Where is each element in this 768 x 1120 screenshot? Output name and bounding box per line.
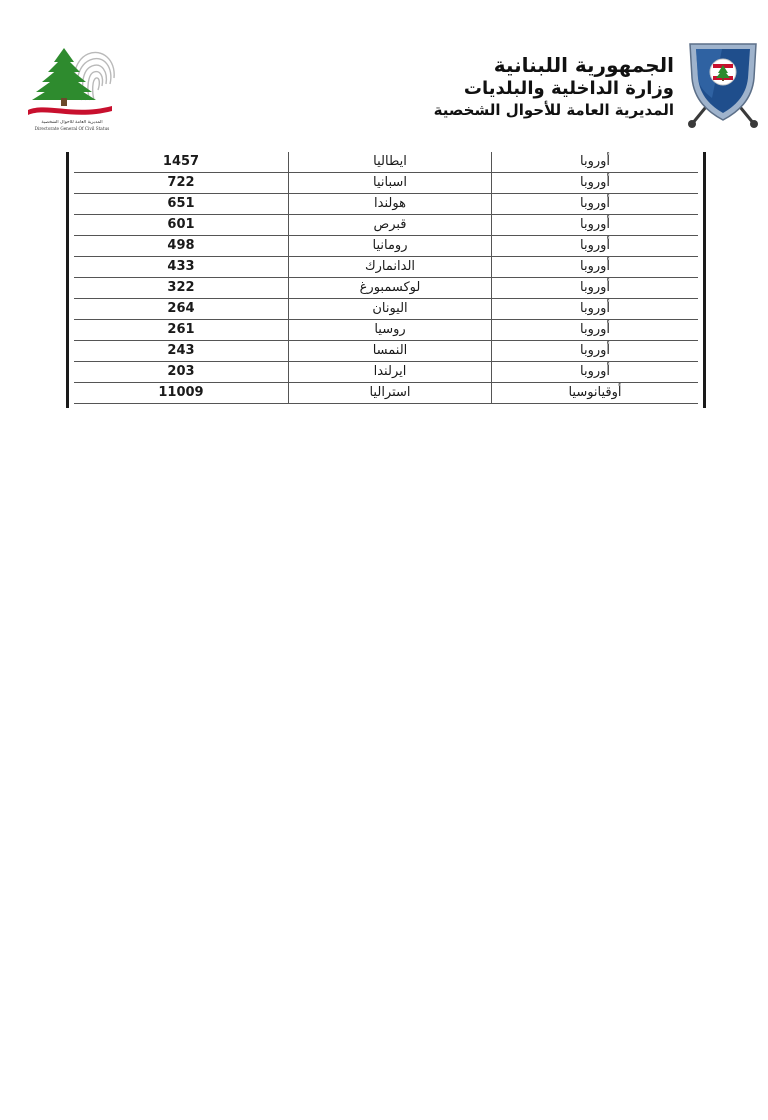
count-cell: 498 xyxy=(74,236,289,257)
country-cell: الدانمارك xyxy=(289,257,492,278)
logo-caption-english: Directorate General Of Civil Status xyxy=(34,126,110,131)
count-cell: 722 xyxy=(74,173,289,194)
table-row xyxy=(74,341,698,362)
country-cell: النمسا xyxy=(289,341,492,362)
count-cell: 11009 xyxy=(74,383,289,404)
shield-cedar-emblem-icon xyxy=(682,38,764,132)
region-cell: أوروبا xyxy=(492,152,699,173)
country-cell: هولندا xyxy=(289,194,492,215)
title-republic: الجمهورية اللبنانية xyxy=(493,53,674,77)
region-cell: أوروبا xyxy=(492,194,699,215)
country-cell: ايرلندا xyxy=(289,362,492,383)
title-ministry: وزارة الداخلية والبلديات xyxy=(463,78,674,99)
country-cell: روسيا xyxy=(289,320,492,341)
region-cell: أوقيانوسيا xyxy=(492,383,699,404)
region-cell: أوروبا xyxy=(492,278,699,299)
count-cell: 601 xyxy=(74,215,289,236)
table-row xyxy=(74,278,698,299)
table-row xyxy=(74,299,698,320)
statistics-table-body xyxy=(74,152,698,404)
country-cell: اسبانيا xyxy=(289,173,492,194)
count-cell: 243 xyxy=(74,341,289,362)
country-cell: قبرص xyxy=(289,215,492,236)
count-cell: 264 xyxy=(74,299,289,320)
table-row xyxy=(74,257,698,278)
country-cell: ايطاليا xyxy=(289,152,492,173)
region-cell: أوروبا xyxy=(492,362,699,383)
country-cell: استراليا xyxy=(289,383,492,404)
title-directorate: المديرية العامة للأحوال الشخصية xyxy=(433,101,674,119)
region-cell: أوروبا xyxy=(492,236,699,257)
statistics-table xyxy=(74,152,698,404)
country-cell: لوكسمبورغ xyxy=(289,278,492,299)
table-frame-right xyxy=(703,152,706,408)
count-cell: 1457 xyxy=(74,152,289,173)
table-row xyxy=(74,383,698,404)
count-cell: 203 xyxy=(74,362,289,383)
count-cell: 433 xyxy=(74,257,289,278)
letterhead-titles xyxy=(374,52,674,120)
table-row xyxy=(74,152,698,173)
count-cell: 651 xyxy=(74,194,289,215)
table-frame-left xyxy=(66,152,69,408)
count-cell: 261 xyxy=(74,320,289,341)
region-cell: أوروبا xyxy=(492,341,699,362)
cedar-fingerprint-logo-icon xyxy=(24,44,116,136)
table-row xyxy=(74,215,698,236)
table-row xyxy=(74,194,698,215)
region-cell: أوروبا xyxy=(492,320,699,341)
letterhead xyxy=(0,0,768,140)
region-cell: أوروبا xyxy=(492,257,699,278)
region-cell: أوروبا xyxy=(492,173,699,194)
logo-caption-arabic: المديرية العامة للأحوال الشخصية xyxy=(41,120,103,125)
country-cell: اليونان xyxy=(289,299,492,320)
table-row xyxy=(74,362,698,383)
table-row xyxy=(74,236,698,257)
region-cell: أوروبا xyxy=(492,299,699,320)
table-row xyxy=(74,320,698,341)
region-cell: أوروبا xyxy=(492,215,699,236)
country-cell: رومانيا xyxy=(289,236,492,257)
count-cell: 322 xyxy=(74,278,289,299)
table-row xyxy=(74,173,698,194)
